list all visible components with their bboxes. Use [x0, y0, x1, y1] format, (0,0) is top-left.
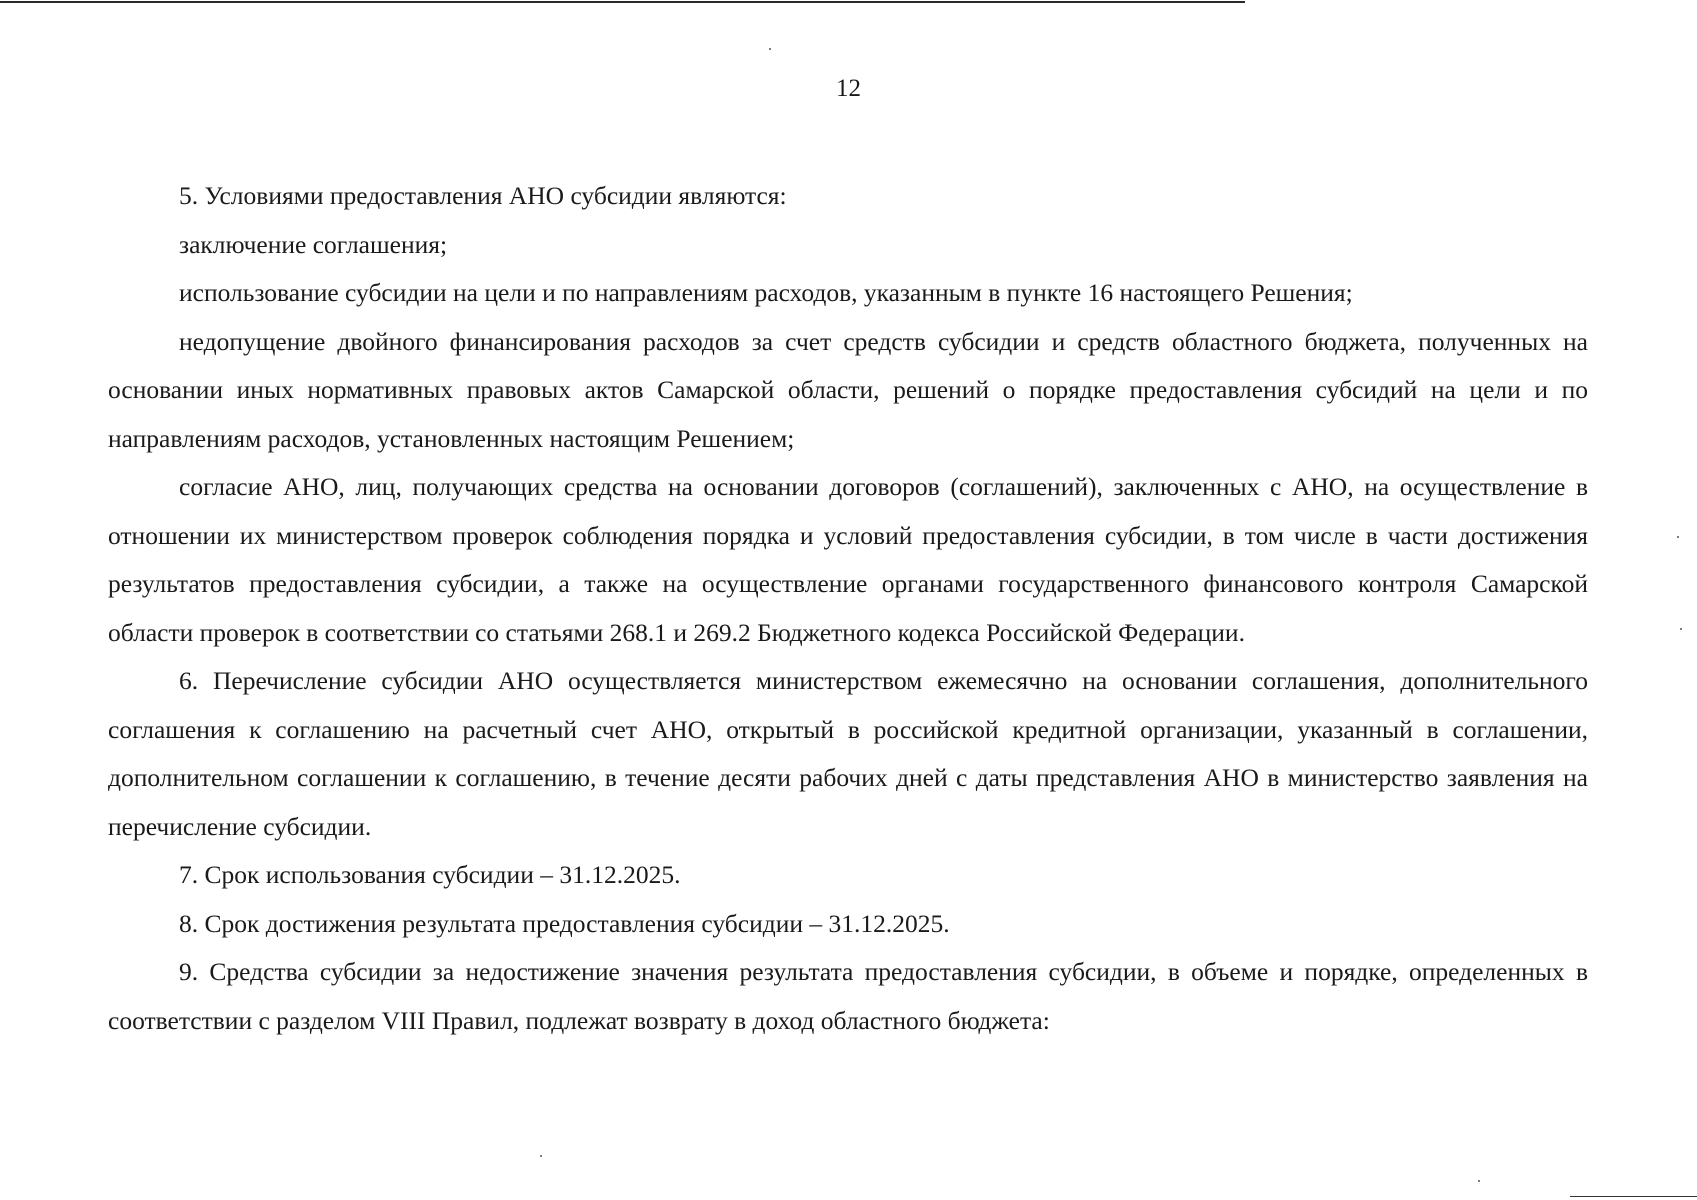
paragraph-8-result-term: 8. Срок достижения результата предоставления субсидии – 31.12.2025.	[179, 908, 950, 938]
paragraph-9-refund: 9. Средства субсидии за недостижение значения результата предоставления субсидии, в объеме и порядке, определенных в соответствии с разделом VIII Правил, подлежат возврату в доход областного бюджета:	[108, 957, 1588, 1035]
scan-speck	[769, 48, 771, 50]
scan-speck	[1680, 628, 1682, 630]
scan-speck	[1478, 1180, 1480, 1182]
page-number: 12	[836, 75, 861, 102]
paragraph-6-transfer: 6. Перечисление субсидии АНО осуществляется министерством ежемесячно на основании соглашения, дополнительного соглашения к соглашению на расчетный счет АНО, открытый в российской кредитной организации, указанный в соглашении, дополнительном соглашении к соглашению, в течение десяти рабочих дней с даты представления АНО в министерство заявления на перечисление субсидии.	[108, 666, 1588, 841]
paragraph-condition-no-double-financing: недопущение двойного финансирования расходов за счет средств субсидии и средств областного бюджета, полученных на основании иных нормативных правовых актов Самарской области, решений о порядке предоставления субсидий на цели и по направлениям расходов, установленных настоящим Решением;	[108, 326, 1588, 453]
paragraph-5-conditions: 5. Условиями предоставления АНО субсидии являются:	[179, 181, 787, 210]
scan-top-rule	[0, 1, 1245, 3]
document-body	[108, 172, 1588, 1045]
paragraph-7-usage-term: 7. Срок использования субсидии – 31.12.2025.	[179, 860, 681, 889]
paragraph-condition-agreement: заключение соглашения;	[179, 229, 448, 259]
scan-bottom-rule	[1570, 1196, 1697, 1197]
paragraph-condition-usage: использование субсидии на цели и по направлениям расходов, указанным в пункте 16 настоящего Решения;	[179, 278, 1353, 307]
scan-speck	[540, 1155, 542, 1157]
paragraph-condition-consent: согласие АНО, лиц, получающих средства на основании договоров (соглашений), заключенных с АНО, на осуществление в отношении их министерством проверок соблюдения порядка и условий предоставления субсидии, в том числе в части достижения результатов предоставления субсидии, а также на осуществление органами государственного финансового контроля Самарской области проверок в соответствии со статьями 268.1 и 269.2 Бюджетного кодекса Российской Федерации.	[108, 472, 1588, 647]
scan-speck	[1677, 536, 1679, 538]
